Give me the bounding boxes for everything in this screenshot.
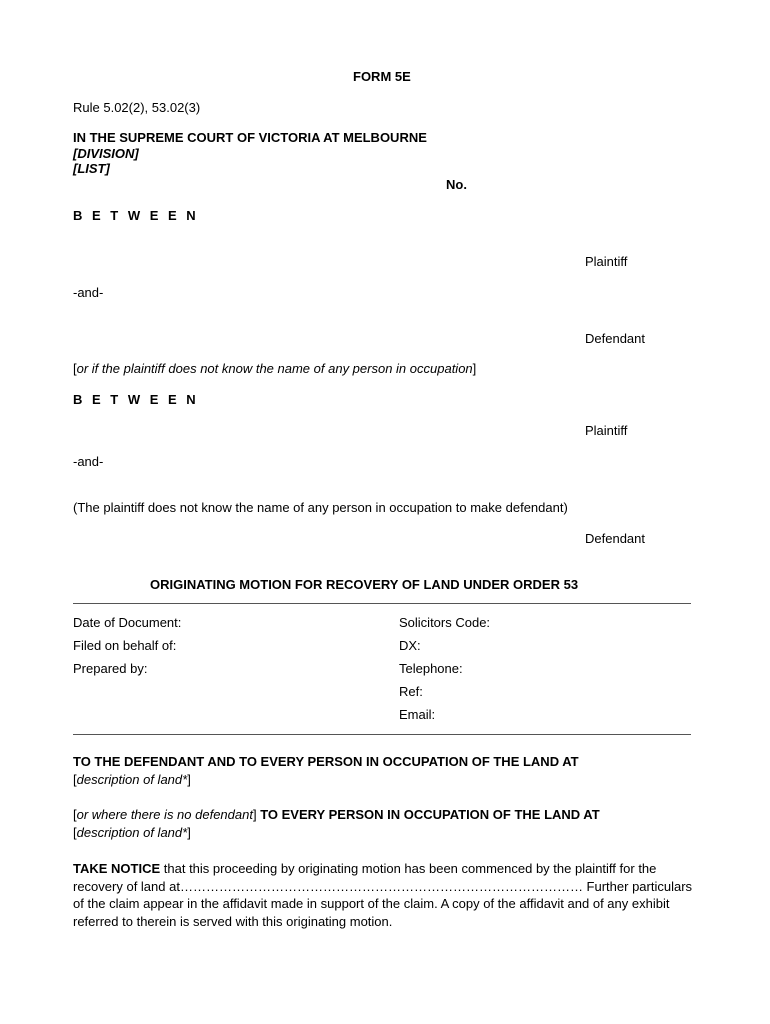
land-description-close-2: ]: [187, 825, 191, 840]
land-description-open-2: [: [73, 825, 77, 840]
defendant-label: Defendant: [585, 331, 645, 346]
divider-bottom: [73, 734, 691, 735]
between-heading: B E T W E E N: [73, 208, 199, 223]
no-defendant-line: [73, 807, 600, 823]
and-separator-alt: -and-: [73, 454, 104, 469]
date-of-document-label: Date of Document:: [73, 615, 182, 630]
no-defendant-close: ]: [252, 807, 257, 822]
solicitors-code-label: Solicitors Code:: [399, 615, 491, 630]
take-notice-text: that this proceeding by originating motion has been commenced by the plaintiff for the recovery of land at………………………………………………………………………………… Further particulars of the claim appear in the affidavit made in support of the claim. A copy of the affidavit and of any exhibit referred to therein is served with this originating motion.: [73, 861, 693, 929]
telephone-label: Telephone:: [399, 661, 463, 676]
rule-reference: Rule 5.02(2), 53.02(3): [73, 100, 201, 115]
divider-top: [73, 603, 691, 604]
alternative-note-close: ]: [472, 361, 477, 376]
take-notice-paragraph: [73, 860, 695, 930]
court-name: IN THE SUPREME COURT OF VICTORIA AT MELBOURNE: [73, 130, 427, 145]
list-placeholder: [LIST]: [73, 161, 110, 176]
take-notice-label: TAKE NOTICE: [73, 861, 161, 876]
land-description-text-2: description of land*: [76, 825, 188, 840]
division-placeholder: [DIVISION]: [73, 146, 139, 161]
alternative-note-open: [: [73, 361, 77, 376]
land-description-1: [73, 772, 191, 788]
filed-on-behalf-label: Filed on behalf of:: [73, 638, 177, 653]
between-heading-alt: B E T W E E N: [73, 392, 199, 407]
land-description-text: description of land*: [76, 772, 188, 787]
to-defendant-heading: TO THE DEFENDANT AND TO EVERY PERSON IN OCCUPATION OF THE LAND AT: [73, 754, 579, 769]
land-description-open: [: [73, 772, 77, 787]
alternative-note-text: or if the plaintiff does not know the name of any person in occupation: [76, 361, 473, 376]
form-title: FORM 5E: [353, 69, 411, 84]
plaintiff-label-alt: Plaintiff: [585, 423, 628, 438]
dx-label: DX:: [399, 638, 421, 653]
proceeding-number-label: No.: [446, 177, 467, 192]
plaintiff-label: Plaintiff: [585, 254, 628, 269]
and-separator: -and-: [73, 285, 104, 300]
no-defendant-open: [: [73, 807, 77, 822]
defendant-label-alt: Defendant: [585, 531, 645, 546]
land-description-close: ]: [187, 772, 191, 787]
ref-label: Ref:: [399, 684, 423, 699]
email-label: Email:: [399, 707, 436, 722]
land-description-2: [73, 825, 191, 841]
motion-title: ORIGINATING MOTION FOR RECOVERY OF LAND UNDER ORDER 53: [150, 577, 579, 592]
prepared-by-label: Prepared by:: [73, 661, 148, 676]
no-defendant-text: or where there is no defendant: [76, 807, 253, 822]
alternative-note: [73, 361, 476, 377]
unknown-occupant-note: (The plaintiff does not know the name of any person in occupation to make defendant): [73, 500, 568, 515]
no-defendant-heading: TO EVERY PERSON IN OCCUPATION OF THE LAND AT: [256, 807, 600, 822]
